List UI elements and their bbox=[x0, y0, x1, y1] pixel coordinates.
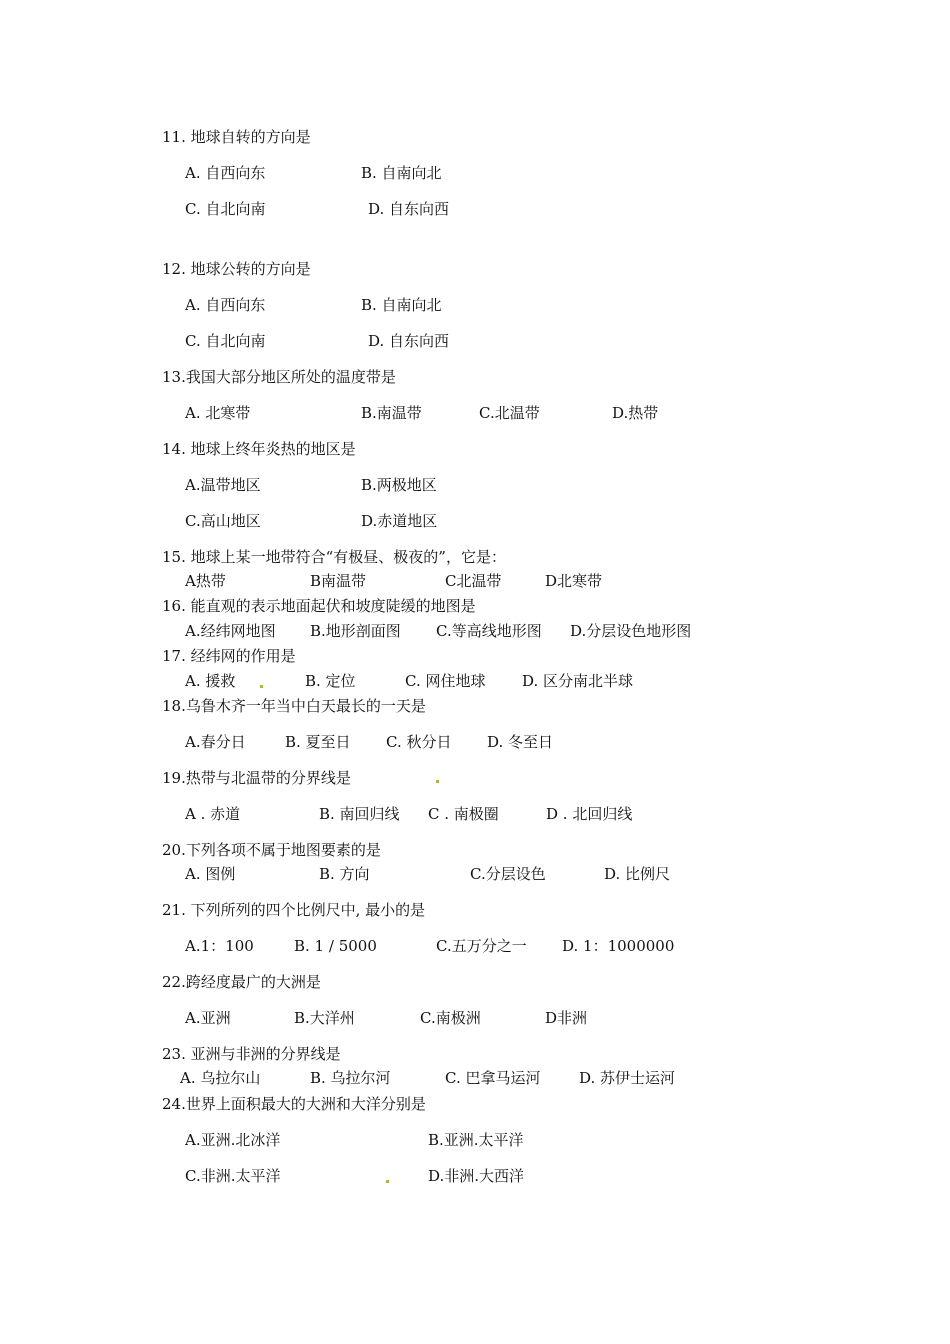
q14-option-b: B.两极地区 bbox=[361, 476, 437, 494]
q16-option-d: D.分层设色地形图 bbox=[570, 622, 692, 640]
q18-option-d: D. 冬至日 bbox=[487, 733, 554, 751]
question-23: 23. 亚洲与非洲的分界线是 bbox=[162, 1045, 341, 1063]
question-12: 12. 地球公转的方向是 bbox=[162, 260, 311, 278]
q19-option-b: B. 南回归线 bbox=[319, 805, 400, 823]
q17-option-d: D. 区分南北半球 bbox=[522, 672, 634, 690]
q21-option-c: C.五万分之一 bbox=[436, 937, 527, 955]
q11-option-a: A. 自西向东 bbox=[185, 164, 266, 182]
q22-option-a: A.亚洲 bbox=[185, 1009, 231, 1027]
q11-option-c: C. 自北向南 bbox=[185, 200, 266, 218]
q12-option-a: A. 自西向东 bbox=[185, 296, 266, 314]
q15-option-b: B南温带 bbox=[310, 572, 367, 590]
question-18: 18.乌鲁木齐一年当中白天最长的一天是 bbox=[162, 697, 426, 715]
q23-option-a: A. 乌拉尔山 bbox=[180, 1069, 261, 1087]
q23-option-c: C. 巴拿马运河 bbox=[445, 1069, 541, 1087]
q22-option-b: B.大洋州 bbox=[294, 1009, 355, 1027]
q22-option-d: D非洲 bbox=[545, 1009, 588, 1027]
q12-option-c: C. 自北向南 bbox=[185, 332, 266, 350]
question-15: 15. 地球上某一地带符合“有极昼、极夜的”，它是： bbox=[162, 548, 506, 566]
q20-option-a: A. 图例 bbox=[185, 865, 236, 883]
question-24: 24.世界上面积最大的大洲和大洋分别是 bbox=[162, 1095, 426, 1113]
q21-option-a: A.1：100 bbox=[185, 937, 254, 955]
q24-option-a: A.亚洲.北冰洋 bbox=[185, 1131, 281, 1149]
q19-option-c: C . 南极圈 bbox=[428, 805, 499, 823]
q18-option-a: A.春分日 bbox=[185, 733, 246, 751]
q13-option-c: C.北温带 bbox=[479, 404, 540, 422]
q14-option-a: A.温带地区 bbox=[185, 476, 261, 494]
q17-option-b: B. 定位 bbox=[305, 672, 356, 690]
q20-option-c: C.分层设色 bbox=[470, 865, 546, 883]
q13-option-b: B.南温带 bbox=[361, 404, 422, 422]
q19-option-d: D . 北回归线 bbox=[546, 805, 633, 823]
q24-option-b: B.亚洲.太平洋 bbox=[428, 1131, 524, 1149]
question-19: 19.热带与北温带的分界线是 bbox=[162, 769, 351, 787]
q15-option-a: A热带 bbox=[185, 572, 226, 590]
q18-option-b: B. 夏至日 bbox=[285, 733, 351, 751]
question-13: 13.我国大部分地区所处的温度带是 bbox=[162, 368, 396, 386]
question-14: 14. 地球上终年炎热的地区是 bbox=[162, 440, 356, 458]
q19-option-a: A . 赤道 bbox=[185, 805, 241, 823]
q20-option-d: D. 比例尺 bbox=[604, 865, 671, 883]
stray-dot bbox=[386, 1180, 389, 1183]
q23-option-d: D. 苏伊士运河 bbox=[579, 1069, 676, 1087]
q24-option-c: C.非洲.太平洋 bbox=[185, 1167, 281, 1185]
q21-option-b: B. 1 / 5000 bbox=[294, 937, 377, 955]
q15-option-c: C北温带 bbox=[445, 572, 502, 590]
q22-option-c: C.南极洲 bbox=[420, 1009, 481, 1027]
q24-option-d: D.非洲.大西洋 bbox=[428, 1167, 525, 1185]
q13-option-d: D.热带 bbox=[612, 404, 659, 422]
q12-option-b: B. 自南向北 bbox=[361, 296, 442, 314]
q20-option-b: B. 方向 bbox=[319, 865, 370, 883]
question-21: 21. 下列所列的四个比例尺中, 最小的是 bbox=[162, 901, 426, 919]
q16-option-b: B.地形剖面图 bbox=[310, 622, 401, 640]
q11-option-d: D. 自东向西 bbox=[368, 200, 450, 218]
q17-option-a: A. 援救 bbox=[185, 672, 236, 690]
q16-option-c: C.等高线地形图 bbox=[436, 622, 542, 640]
question-17: 17. 经纬网的作用是 bbox=[162, 647, 296, 665]
question-11: 11. 地球自转的方向是 bbox=[162, 128, 311, 146]
q14-option-d: D.赤道地区 bbox=[361, 512, 438, 530]
q16-option-a: A.经纬网地图 bbox=[185, 622, 276, 640]
q23-option-b: B. 乌拉尔河 bbox=[310, 1069, 391, 1087]
q14-option-c: C.高山地区 bbox=[185, 512, 261, 530]
stray-dot bbox=[260, 685, 263, 688]
q12-option-d: D. 自东向西 bbox=[368, 332, 450, 350]
q21-option-d: D. 1：1000000 bbox=[562, 937, 675, 955]
question-16: 16. 能直观的表示地面起伏和坡度陡缓的地图是 bbox=[162, 597, 476, 615]
stray-dot bbox=[436, 780, 439, 783]
q13-option-a: A. 北寒带 bbox=[185, 404, 251, 422]
question-22: 22.跨经度最广的大洲是 bbox=[162, 973, 321, 991]
q11-option-b: B. 自南向北 bbox=[361, 164, 442, 182]
question-20: 20.下列各项不属于地图要素的是 bbox=[162, 841, 381, 859]
q15-option-d: D北寒带 bbox=[545, 572, 603, 590]
q18-option-c: C. 秋分日 bbox=[386, 733, 452, 751]
q17-option-c: C. 网住地球 bbox=[405, 672, 486, 690]
